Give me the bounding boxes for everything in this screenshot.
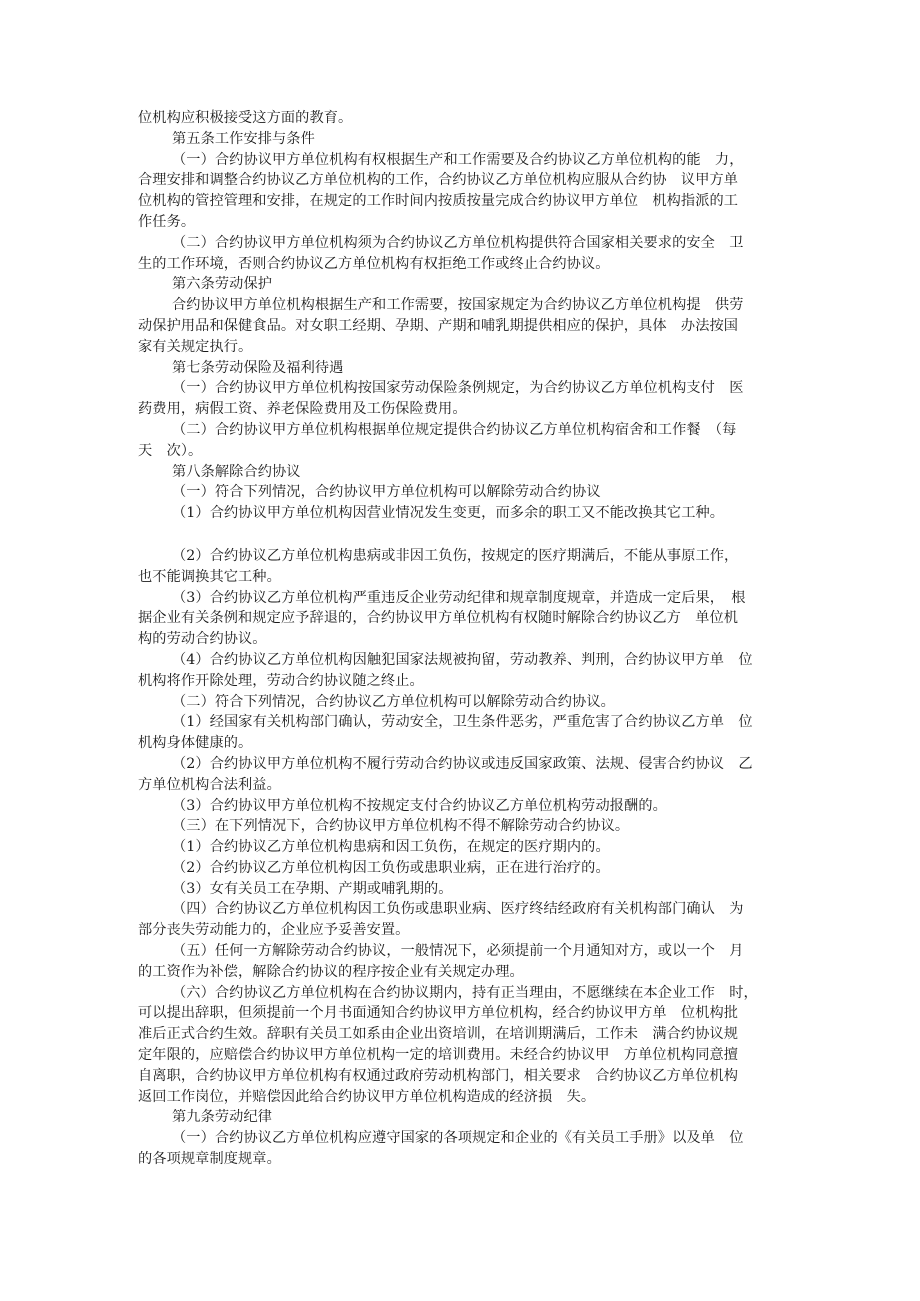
text-line: （四）合约协议乙方单位机构因工负伤或患职业病、医疗终结经政府有关机构部门确认 为 [172,901,744,918]
text-line: （一）合约协议甲方单位机构按国家劳动保险条例规定，为合约协议乙方单位机构支付 医 [172,380,744,397]
text-line: 药费用，病假工资、养老保险费用及工伤保险费用。 [138,401,467,418]
text-line: （五）任何一方解除劳动合约协议，一般情况下，必须提前一个月通知对方，或以一个 月 [172,943,744,960]
text-line: （三）在下列情况下，合约协议甲方单位机构不得不解除劳动合约协议。 [172,818,630,835]
text-line: 准后正式合约生效。辞职有关员工如系由企业出资培训，在培训期满后，工作未 满合约协议规 [138,1026,739,1043]
text-line: 据企业有关条例和规定应予辞退的，合约协议甲方单位机构有权随时解除合约协议乙方 单位机 [138,610,739,627]
text-line: 机构身体健康的。 [138,735,253,752]
text-line: 自离职，合约协议甲方单位机构有权通过政府劳动机构部门，相关要求 合约协议乙方单位机构 [138,1067,739,1084]
text-line: （一）符合下列情况，合约协议甲方单位机构可以解除劳动合约协议 [172,484,601,501]
article-heading: 第五条工作安排与条件 [172,130,315,147]
article-heading: 第七条劳动保险及福利待遇 [172,359,344,376]
text-line: （二）合约协议甲方单位机构须为合约协议乙方单位机构提供符合国家相关要求的安全 卫 [172,234,744,251]
text-line: 的各项规章制度规章。 [138,1151,281,1168]
blank-gap [138,524,786,546]
text-line: （1）合约协议乙方单位机构患病和因工负伤，在规定的医疗期内的。 [172,839,610,856]
article-heading: 第八条解除合约协议 [172,463,301,480]
text-line: 返回工作岗位，并赔偿因此给合约协议甲方单位机构造成的经济损 失。 [138,1088,596,1105]
text-line: 作任务。 [138,213,196,230]
text-line: （六）合约协议乙方单位机构在合约协议期内，持有正当理由，不愿继续在本企业工作 时， [172,984,758,1001]
text-line: 也不能调换其它工种。 [138,568,281,585]
text-line: （2）合约协议甲方单位机构不履行劳动合约协议或违反国家政策、法规、侵害合约协议 乙 [172,755,753,772]
text-line: 家有关规定执行。 [138,338,253,355]
text-line: 定年限的，应赔偿合约协议甲方单位机构一定的培训费用。未经合约协议甲 方单位机构同意擅 [138,1047,739,1064]
text-line: 的工资作为补偿，解除合约协议的程序按企业有关规定办理。 [138,963,524,980]
text-line: 动保护用品和保健食品。对女职工经期、孕期、产期和哺乳期提供相应的保护，具体 办法按国 [138,317,739,334]
text-line: 天 次）。 [138,442,203,459]
text-line: （3）女有关员工在孕期、产期或哺乳期的。 [172,880,453,897]
text-line: （二）合约协议甲方单位机构根据单位规定提供合约协议乙方单位机构宿舍和工作餐 （每 [172,421,737,438]
document-page [138,108,786,1170]
text-line: 机构将作开除处理，劳动合约协议随之终止。 [138,672,424,689]
text-line: 位机构的管控管理和安排，在规定的工作时间内按质按量完成合约协议甲方单位 机构指派的工 [138,193,739,210]
text-line: （3）合约协议甲方单位机构不按规定支付合约协议乙方单位机构劳动报酬的。 [172,797,667,814]
text-line: （3）合约协议乙方单位机构严重违反企业劳动纪律和规章制度规章，并造成一定后果， 根 [172,589,746,606]
text-line: （2）合约协议乙方单位机构因工负伤或患职业病，正在进行治疗的。 [172,859,610,876]
text-line: 位机构应积极接受这方面的教育。 [138,110,353,126]
text-line: （2）合约协议乙方单位机构患病或非因工负伤，按规定的医疗期满后，不能从事原工作， [172,547,739,564]
text-line: 方单位机构合法利益。 [138,776,281,793]
article-heading: 第六条劳动保护 [172,276,273,293]
text-line: （二）符合下列情况，合约协议乙方单位机构可以解除劳动合约协议。 [172,693,615,710]
text-line: （4）合约协议乙方单位机构因触犯国家法规被拘留，劳动教养、判刑，合约协议甲方单 位 [172,651,753,668]
text-line: 合约协议甲方单位机构根据生产和工作需要，按国家规定为合约协议乙方单位机构提 供劳 [172,297,744,314]
text-line: 构的劳动合约协议。 [138,631,267,648]
text-line: 合理安排和调整合约协议乙方单位机构的工作，合约协议乙方单位机构应服从合约协 议甲方单 [138,172,739,189]
text-line: （1）经国家有关机构部门确认，劳动安全，卫生条件恶劣，严重危害了合约协议乙方单 位 [172,714,753,731]
text-line: 可以提出辞职，但须提前一个月书面通知合约协议甲方单位机构，经合约协议甲方单 位机构批 [138,1005,739,1022]
text-line: （一）合约协议乙方单位机构应遵守国家的各项规定和企业的《有关员工手册》以及单 位 [172,1130,744,1147]
text-line: 部分丧失劳动能力的，企业应予妥善安置。 [138,922,410,939]
article-heading: 第九条劳动纪律 [172,1109,273,1126]
text-line: 生的工作环境，否则合约协议乙方单位机构有权拒绝工作或终止合约协议。 [138,255,610,272]
text-line: （1）合约协议甲方单位机构因营业情况发生变更，而多余的职工又不能改换其它工种。 [172,505,725,522]
text-line: （一）合约协议甲方单位机构有权根据生产和工作需要及合约协议乙方单位机构的能 力， [172,151,744,168]
